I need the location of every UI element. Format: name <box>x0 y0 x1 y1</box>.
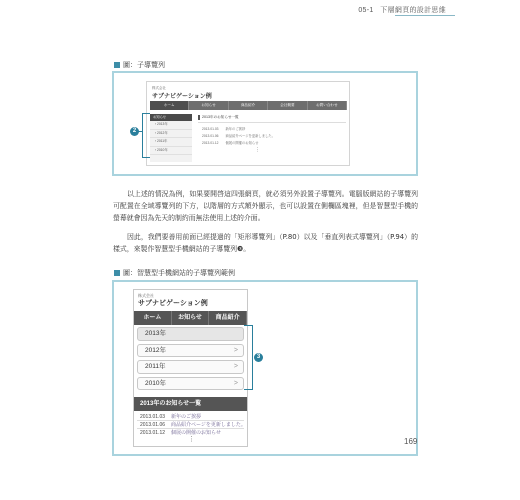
mobile-nav-products[interactable]: 商品紹介 <box>209 311 247 325</box>
pc-site-title: サブナビゲーション例 <box>152 94 212 100</box>
callout-3-badge: 3 <box>254 353 263 362</box>
figure-caption-text: 智慧型手機網站的子導覽列範例 <box>137 270 235 277</box>
figure-label: 圖： <box>123 270 137 277</box>
chevron-right-icon: > <box>233 363 238 370</box>
mobile-site-title: サブナビゲーション例 <box>138 300 208 307</box>
pc-company-label: 株式会社 <box>152 86 166 90</box>
body-paragraph-2: 因此，我們要善用前面已經提過的「矩形導覽列」（P.80）以及「垂直列表式導覽列」（P.94）的樣式，來製作智慧型手機網站的子導覽列❸。 <box>113 233 418 254</box>
callout-2-badge: 2 <box>130 127 139 136</box>
body-paragraph-1: 以上述的情況為例，如果要開啓這四張網頁，就必須另外設置子導覽列。電腦版網站的子導覽列可配置在全域導覽列的下方，以階層的方式額外顯示，也可以設置在側欄區塊裡，但是智慧型手機的螢幕就會因為先天的制約而無法使用上述的介面。 <box>113 190 418 223</box>
mobile-nav-news[interactable]: お知らせ <box>172 311 210 325</box>
mobile-year-item[interactable]: 2010年 > <box>137 377 244 391</box>
pc-sidebar-item[interactable]: › 2013年 <box>150 121 192 130</box>
pc-sidebar-item[interactable]: › 2010年 <box>150 147 192 156</box>
page-number: 169 <box>404 437 418 446</box>
mobile-nav-home[interactable]: ホーム <box>134 311 172 325</box>
running-header <box>358 5 446 15</box>
caption-marker-icon <box>114 270 120 276</box>
pc-nav-products[interactable]: 商品紹介 <box>229 101 268 110</box>
mobile-news-header: 2013年のお知らせ一覧 <box>134 397 247 411</box>
chapter-title: 下層網頁的設計思維 <box>380 7 446 14</box>
pc-news-title: 2013年のお知らせ一覧 <box>198 115 239 120</box>
pc-sidebar-item[interactable]: › 2011年 <box>150 138 192 147</box>
pc-more-dots: ⋮ <box>255 147 260 153</box>
pc-nav-company[interactable]: 会社概要 <box>268 101 307 110</box>
mobile-news-row[interactable]: 2013.01.12 個展の開催のお知らせ <box>140 430 221 436</box>
figure-label: 圖： <box>123 62 137 69</box>
mobile-year-item[interactable]: 2011年 > <box>137 360 244 374</box>
mobile-year-item[interactable]: 2013年 <box>137 327 244 341</box>
figure-caption-2 <box>114 268 235 278</box>
mobile-global-nav <box>134 311 247 325</box>
pc-news-row[interactable]: 2013.01.06 商品紹介ページを更新しました。 <box>202 134 275 138</box>
mobile-screenshot <box>133 289 248 447</box>
caption-marker-icon <box>114 62 120 68</box>
figure-caption-text: 子導覽列 <box>137 62 165 69</box>
pc-news-divider <box>198 122 346 123</box>
pc-subnav-bracket <box>142 113 150 158</box>
pc-global-nav <box>150 101 347 110</box>
mobile-year-item[interactable]: 2012年 > <box>137 344 244 358</box>
pc-nav-news[interactable]: お知らせ <box>189 101 228 110</box>
mobile-company-label: 株式会社 <box>138 293 154 298</box>
chevron-right-icon: > <box>233 346 238 354</box>
pc-sidebar-title: お知らせ <box>150 114 192 121</box>
pc-nav-home[interactable]: ホーム <box>150 101 189 110</box>
chapter-number: 05-1 <box>358 7 374 14</box>
mobile-more-dots: ⋮ <box>188 436 195 443</box>
figure-caption-1 <box>114 60 165 70</box>
chevron-right-icon: > <box>233 379 238 387</box>
mobile-subnav-list <box>137 327 244 393</box>
pc-screenshot <box>146 81 350 166</box>
mobile-subnav-bracket <box>244 325 253 390</box>
mobile-news-row[interactable]: 2013.01.03 新年のご挨拶 <box>140 414 202 420</box>
mobile-news-row[interactable]: 2013.01.06 商品紹介ページを更新しました。 <box>140 422 246 428</box>
pc-news-row[interactable]: 2013.01.03 新年のご挨拶 <box>202 127 246 131</box>
pc-sidebar-item[interactable]: › 2012年 <box>150 130 192 139</box>
header-rule <box>395 15 455 16</box>
pc-news-row[interactable]: 2013.01.12 個展の開催のお知らせ <box>202 141 259 145</box>
pc-nav-contact[interactable]: お問い合わせ <box>308 101 347 110</box>
pc-sidebar-subnav <box>150 114 192 162</box>
